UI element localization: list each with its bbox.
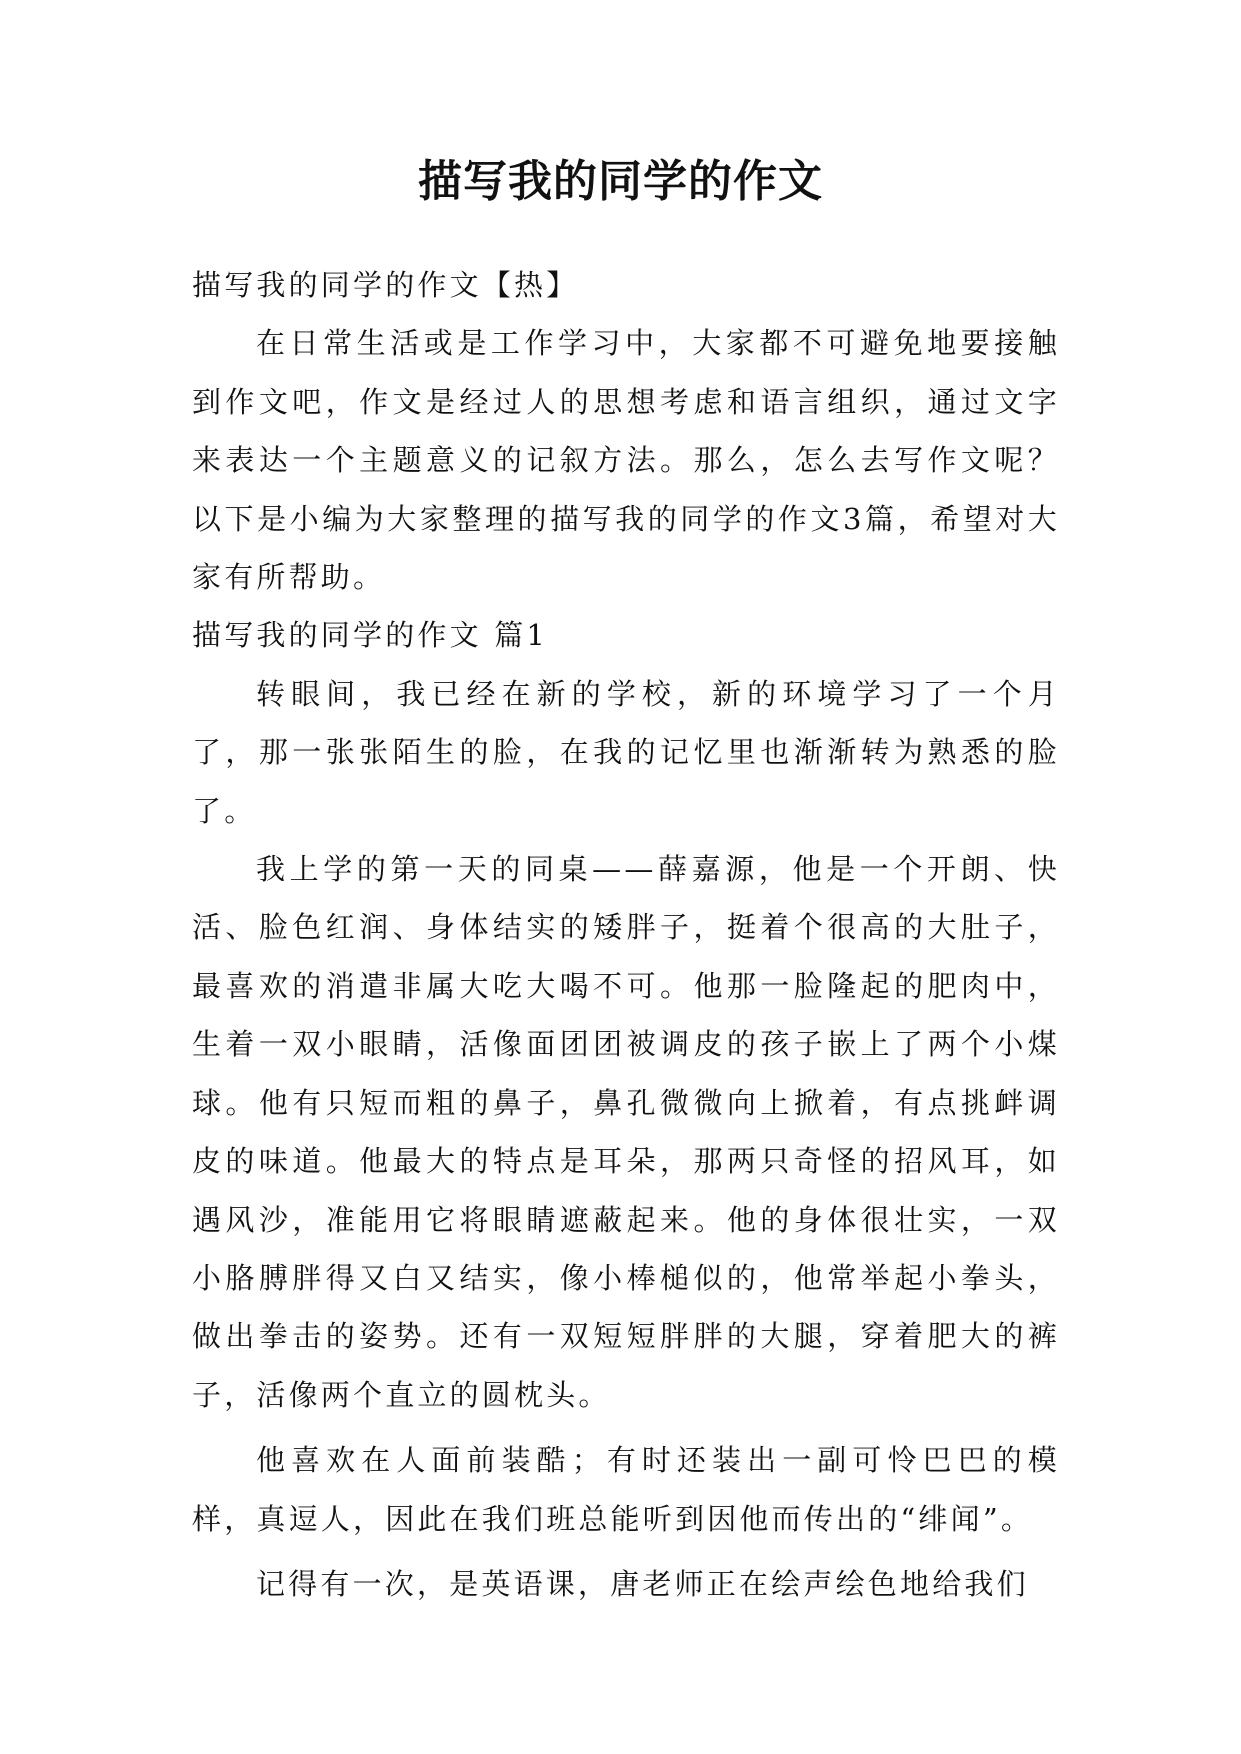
document-body <box>192 256 1060 1613</box>
body-paragraph: 转眼间，我已经在新的学校，新的环境学习了一个月了，那一张张陌生的脸，在我的记忆里也渐渐转为熟悉的脸了。 <box>192 676 1060 828</box>
intro-paragraph: 在日常生活或是工作学习中，大家都不可避免地要接触到作文吧，作文是经过人的思想考虑和语言组织，通过文字来表达一个主题意义的记叙方法。那么，怎么去写作文呢？以下是小编为大家整理的描写我的同学的作文3篇，希望对大家有所帮助。 <box>192 326 1060 595</box>
document-title: 描写我的同学的作文 <box>418 156 823 207</box>
body-paragraph: 我上学的第一天的同桌——薛嘉源，他是一个开朗、快活、脸色红润、身体结实的矮胖子，挺着个很高的大肚子，最喜欢的消遣非属大吃大喝不可。他那一脸隆起的肥肉中，生着一双小眼睛，活像面团团被调皮的孩子嵌上了两个小煤球。他有只短而粗的鼻子，鼻孔微微向上掀着，有点挑衅调皮的味道。他最大的特点是耳朵，那两只奇怪的招风耳，如遇风沙，准能用它将眼睛遮蔽起来。他的身体很壮实，一双小胳膊胖得又白又结实，像小棒槌似的，他常举起小拳头，做出拳击的姿势。还有一双短短胖胖的大腿，穿着肥大的裤子，活像两个直立的圆枕头。 <box>192 852 1060 1412</box>
article-heading: 描写我的同学的作文【热】 <box>192 268 579 302</box>
body-paragraph: 记得有一次，是英语课，唐老师正在绘声绘色地给我们 <box>256 1566 1029 1601</box>
section-heading: 描写我的同学的作文 篇1 <box>192 618 549 653</box>
body-paragraph: 他喜欢在人面前装酷；有时还装出一副可怜巴巴的模样，真逗人，因此在我们班总能听到因他而传出的“绯闻”。 <box>192 1443 1060 1536</box>
